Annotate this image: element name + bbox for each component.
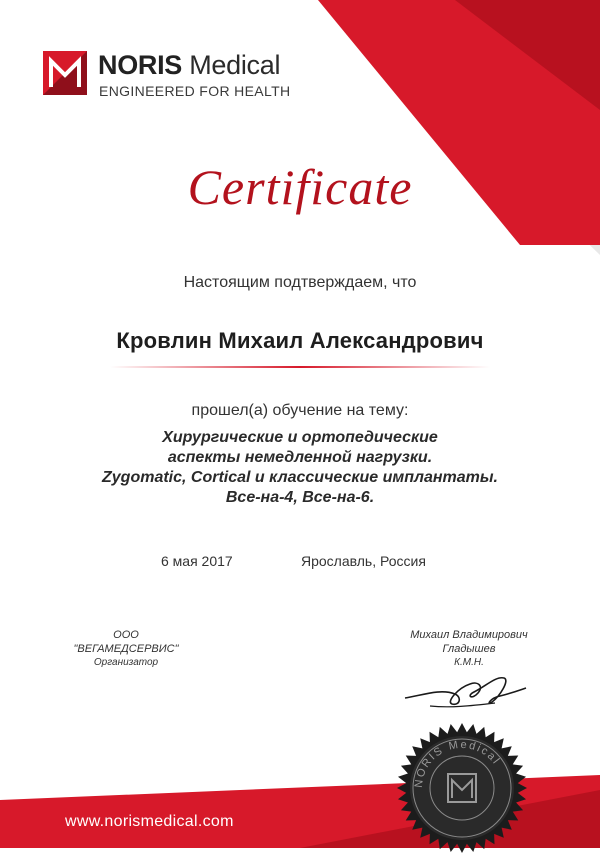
topic-line: Все-на-4, Все-на-6.	[225, 489, 375, 506]
organizer-name: "ВЕГАМЕДСЕРВИС"	[73, 643, 179, 655]
confirm-text: Настоящим подтверждаем, что	[183, 274, 417, 291]
seal-text: NORIS Medical	[412, 738, 503, 789]
certificate-date: 6 мая 2017	[161, 553, 233, 569]
brand-tagline: ENGINEERED FOR HEALTH	[99, 83, 291, 99]
topic-line: Zygomatic, Cortical и классические имплантаты.	[102, 469, 498, 486]
handwritten-signature	[400, 666, 530, 716]
signer-block	[384, 628, 554, 670]
certificate-place: Ярославль, Россия	[301, 553, 426, 569]
topic-line: Хирургические и ортопедические	[162, 429, 438, 446]
signer-title: К.М.Н.	[454, 657, 484, 668]
person-name: Кровлин Михаил Александрович	[116, 328, 484, 353]
signer-surname: Гладышев	[442, 643, 496, 655]
noris-logo-icon	[43, 51, 87, 95]
company-seal	[396, 722, 528, 854]
brand-name	[98, 50, 280, 80]
training-text: прошел(а) обучение на тему:	[191, 402, 409, 419]
organizer-role: Организатор	[93, 657, 159, 668]
website-link[interactable]: www.norismedical.com	[65, 813, 234, 830]
signer-first-names: Михаил Владимирович	[410, 629, 528, 641]
organizer-line1: ООО	[113, 629, 139, 641]
brand-name-light: Medical	[182, 50, 281, 80]
organizer-block	[56, 628, 196, 670]
training-topic	[0, 428, 600, 508]
brand-name-bold: NORIS	[98, 50, 183, 80]
topic-line: аспекты немедленной нагрузки.	[167, 449, 433, 466]
certificate-title: Certificate	[187, 159, 413, 215]
name-underline	[110, 364, 490, 376]
